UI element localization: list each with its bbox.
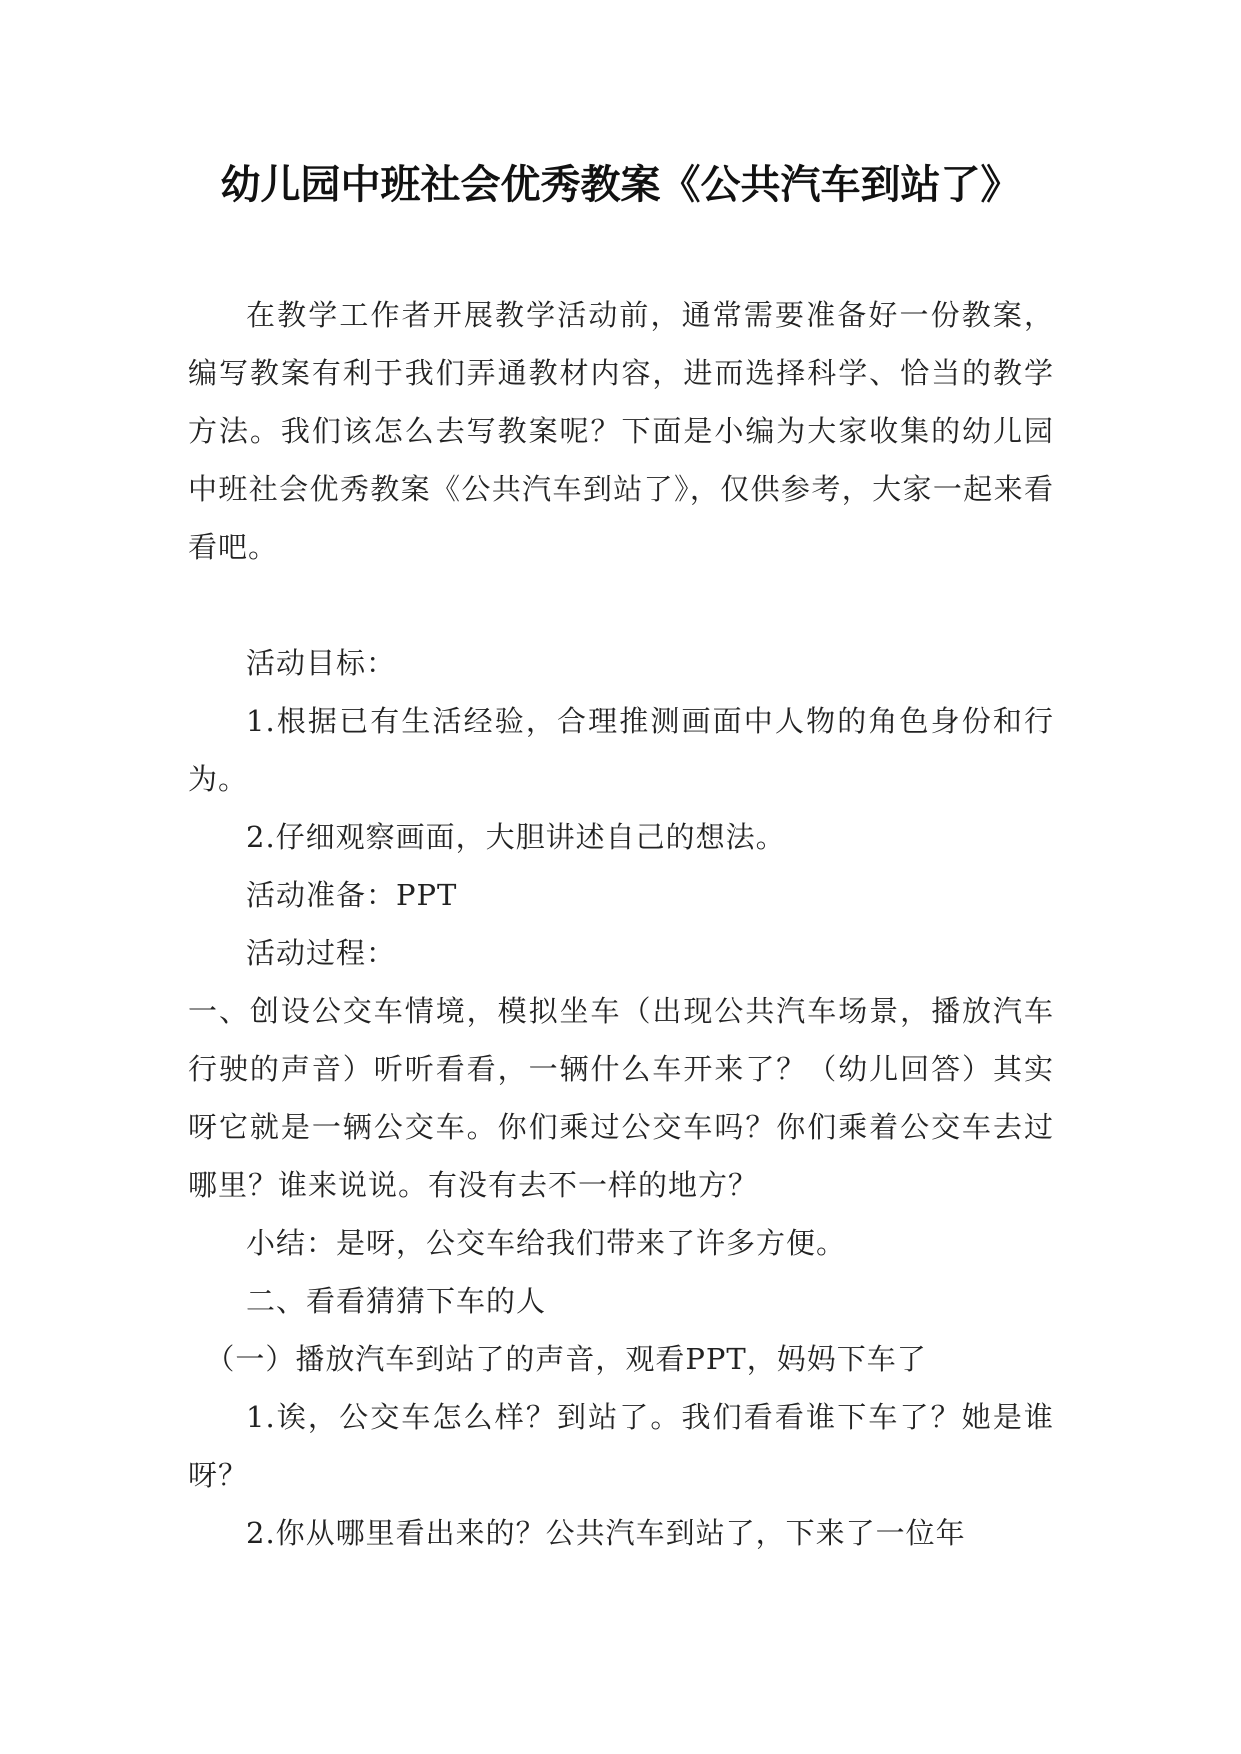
sub-step-1: （一）播放汽车到站了的声音，观看PPT，妈妈下车了 (205, 1342, 927, 1376)
goal-item-1: 1.根据已有生活经验，合理推测画面中人物的角色身份和行为。 (188, 704, 1054, 796)
question-2: 2.你从哪里看出来的？公共汽车到站了，下来了一位年 (246, 1516, 966, 1550)
preparation-line: 活动准备：PPT (246, 878, 458, 912)
goals-heading: 活动目标： (246, 646, 397, 680)
paragraph-spacer (188, 576, 1054, 634)
intro-paragraph: 在教学工作者开展教学活动前，通常需要准备好一份教案，编写教案有利于我们弄通教材内容，进而选择科学、恰当的教学方法。我们该怎么去写教案呢？下面是小编为大家收集的幼儿园中班社会优秀教案《公共汽车到站了》，仅供参考，大家一起来看看吧。 (188, 298, 1054, 564)
process-step-2: 二、看看猜猜下车的人 (246, 1284, 547, 1318)
question-1: 1.诶，公交车怎么样？到站了。我们看看谁下车了？她是谁呀？ (188, 1400, 1054, 1492)
document-body (188, 286, 1054, 1562)
summary-line: 小结：是呀，公交车给我们带来了许多方便。 (246, 1226, 847, 1260)
process-heading: 活动过程： (246, 936, 397, 970)
document-title: 幼儿园中班社会优秀教案《公共汽车到站了》 (220, 162, 1021, 208)
goal-item-2: 2.仔细观察画面，大胆讲述自己的想法。 (246, 820, 786, 854)
process-step-1: 一、创设公交车情境，模拟坐车（出现公共汽车场景，播放汽车行驶的声音）听听看看，一辆什么车开来了？（幼儿回答）其实呀它就是一辆公交车。你们乘过公交车吗？你们乘着公交车去过哪里？谁来说说。有没有去不一样的地方？ (188, 994, 1054, 1202)
